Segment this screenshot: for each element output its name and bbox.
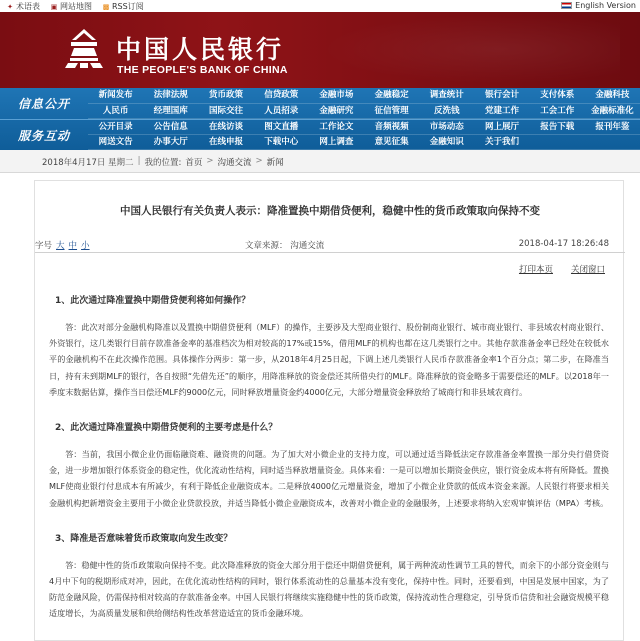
nav-item[interactable]: 金融稳定 (374, 90, 409, 100)
answer-paragraph: 答：此次对部分金融机构降准以及置换中期借贷便利（MLF）的操作，主要涉及大型商业银行、股份制商业银行、城市商业银行、非县域农村商业银行、外资银行，这几类银行目前存款准备金率的基准档次为相对较高的17%或15%，借用MLF的机构也都在这几类银行之中。其他存款准备金率已经处在较低水平的金融机构不在此次操作范围。具体操作分两步：第一步，从2018年4月25日起，下调上述几类银行人民币存款准备金率1个百分点；第二步，在降准当日，持有未到期MLF的银行，各自按照“先借先还”的顺序，用降准释放的资金偿还其所借央行的MLF。降准释放的资金略多于需要偿还的MLF。以2018年一季度末数据估算，操作当日偿还MLF约9000亿元，同时释放增量资金约4000亿元，大部分增量资金释放给了城商行和非县域农商行。 (49, 322, 609, 397)
font-size-medium[interactable]: 中 (68, 241, 78, 251)
nav-item[interactable]: 意见征集 (374, 136, 409, 147)
utility-bar (0, 0, 640, 12)
rss-icon: ▩ (102, 2, 110, 11)
breadcrumb-bar (0, 150, 640, 173)
nav-item[interactable]: 下载中心 (264, 136, 299, 147)
pboc-logo-icon[interactable] (62, 26, 106, 70)
nav-item[interactable]: 金融科技 (595, 90, 630, 100)
main-navigation (0, 88, 640, 150)
nav-item[interactable]: 办事大厅 (153, 136, 188, 147)
nav-item[interactable]: 公开目录 (98, 122, 133, 132)
breadcrumb: 2018年4月17日 星期二 | 我的位置: 首页 > 沟通交流 > 新闻 (42, 156, 284, 168)
article-panel (34, 180, 624, 641)
nav-item[interactable]: 工会工作 (540, 105, 575, 116)
question-heading: 1、此次通过降准置换中期借贷便利将如何操作？ (55, 296, 251, 306)
nav-item[interactable]: 国际交往 (208, 105, 243, 116)
nav-item[interactable]: 公告信息 (153, 122, 188, 132)
breadcrumb-current[interactable]: 新闻 (266, 158, 284, 168)
nav-item[interactable]: 网上调查 (319, 136, 354, 147)
nav-item[interactable]: 金融标准化 (591, 105, 634, 116)
glossary-label: 术语表 (16, 2, 40, 11)
nav-item[interactable]: 支付体系 (540, 90, 575, 100)
article-tools (519, 263, 605, 275)
font-size-small[interactable]: 小 (81, 241, 90, 251)
nav-item[interactable]: 网上展厅 (484, 122, 519, 132)
nav-item[interactable]: 市场动态 (429, 122, 464, 132)
glossary-icon: ✦ (7, 2, 13, 11)
answer-paragraph: 答：稳健中性的货币政策取向保持不变。此次降准释放的资金大部分用于偿还中期借贷便利，属于两种流动性调节工具的替代，而余下的小部分资金则与4月中下旬的税期形成对冲，因此，在优化流动性结构的同时，银行体系流动性的总量基本没有变化，保持中性。同时，还要看到，中国是发展中国家，为了防范金融风险，仍需保持相对较高的存款准备金率。中国人民银行将继续实施稳健中性的货币政策，保持流动性合理稳定，引导货币信贷和社会融资规模平稳适度增长，为高质量发展和供给侧结构性改革营造适宜的货币金融环境。 (49, 559, 609, 619)
nav-item[interactable]: 报告下载 (540, 122, 575, 132)
header-watermark (320, 14, 620, 84)
nav-item[interactable]: 人民币 (102, 105, 129, 116)
english-version-link[interactable]: English Version (575, 1, 636, 10)
font-size-large[interactable]: 大 (56, 241, 65, 251)
nav-item[interactable]: 报刊年鉴 (595, 122, 630, 132)
font-size-switcher (35, 239, 90, 251)
breadcrumb-home[interactable]: 首页 (185, 158, 203, 168)
nav-item[interactable]: 信贷政策 (264, 90, 299, 100)
info-disclosure-label: 信息公开 (17, 97, 70, 111)
glossary-link[interactable] (6, 1, 40, 12)
nav-item[interactable]: 在线访谈 (208, 122, 243, 132)
rss-link[interactable] (102, 1, 144, 12)
nav-item[interactable]: 人员招录 (264, 105, 299, 116)
article-meta (35, 239, 625, 253)
nav-item[interactable]: 工作论文 (319, 122, 354, 132)
uk-flag-icon (561, 2, 572, 9)
current-date: 2018年4月17日 星期二 (42, 158, 134, 168)
article-body (49, 287, 609, 622)
site-name-cn: 中国人民银行 (116, 35, 285, 64)
nav-item[interactable]: 在线申报 (208, 136, 243, 147)
question-heading: 3、降准是否意味着货币政策取向发生改变？ (55, 533, 233, 544)
breadcrumb-prefix: 我的位置: (144, 158, 182, 168)
close-window-link[interactable]: 关闭窗口 (570, 265, 605, 275)
nav-item[interactable]: 图文直播 (264, 122, 299, 132)
answer-paragraph: 答：当前，我国小微企业仍面临融资难、融资贵的问题。为了加大对小微企业的支持力度，可以通过适当降低法定存款准备金率置换一部分央行借贷资金，进一步增加银行体系资金的稳定性，优化流动性结构，同时适当释放增量资金。具体来看：一是可以增加长期资金供应，银行资金成本将有所降低。置换MLF使商业银行付息成本有所减少，有利于降低企业融资成本。二是释放4000亿元增量资金，增加了小微企业贷款的低成本资金来源。人民银行将要求相关金融机构把新增资金主要用于小微企业贷款投放，并适当降低小微企业融资成本，改善对小微企业的金融服务，上述要求将纳入宏观审慎评估（MPA）考核。 (49, 449, 609, 508)
breadcrumb-section[interactable]: 沟通交流 (217, 158, 252, 168)
nav-row-4 (88, 135, 640, 151)
nav-item[interactable]: 经理国库 (153, 105, 188, 116)
font-size-label: 字号 (35, 241, 53, 251)
nav-row-1 (88, 88, 640, 104)
nav-item[interactable]: 征信管理 (374, 105, 409, 116)
article-source: 文章来源： 沟通交流 (245, 241, 325, 251)
article-title: 中国人民银行有关负责人表示：降准置换中期借贷便利，稳健中性的货币政策取向保持不变 (120, 205, 540, 217)
nav-item[interactable]: 法律法规 (153, 90, 188, 100)
nav-row-3 (88, 119, 640, 135)
rss-label: RSS订阅 (112, 2, 144, 11)
nav-item[interactable]: 金融市场 (319, 90, 354, 100)
nav-item[interactable]: 金融知识 (429, 136, 464, 147)
nav-item[interactable]: 网送文告 (98, 136, 133, 147)
article-date: 2018-04-17 18:26:48 (518, 239, 609, 249)
nav-item[interactable]: 新闻发布 (98, 90, 133, 100)
nav-row-2 (88, 104, 640, 120)
question-heading: 2、此次通过降准置换中期借贷便利的主要考虑是什么？ (55, 423, 278, 434)
nav-item[interactable]: 货币政策 (208, 90, 243, 100)
nav-item[interactable]: 反洗钱 (434, 105, 460, 116)
sitemap-link[interactable] (50, 1, 92, 12)
nav-item[interactable]: 银行会计 (484, 90, 519, 100)
nav-item[interactable]: 金融研究 (319, 105, 354, 116)
nav-item[interactable]: 调查统计 (429, 90, 464, 100)
nav-item[interactable]: 音频视频 (374, 122, 409, 132)
site-name-en: THE PEOPLE'S BANK OF CHINA (117, 64, 288, 76)
sitemap-label: 网站地图 (60, 2, 92, 11)
print-page-link[interactable]: 打印本页 (518, 265, 553, 275)
sitemap-icon: ▣ (50, 2, 58, 11)
service-interaction-label: 服务互动 (0, 119, 88, 150)
nav-item[interactable]: 关于我们 (484, 136, 519, 147)
nav-item[interactable]: 党建工作 (484, 105, 519, 116)
site-header (0, 12, 640, 88)
